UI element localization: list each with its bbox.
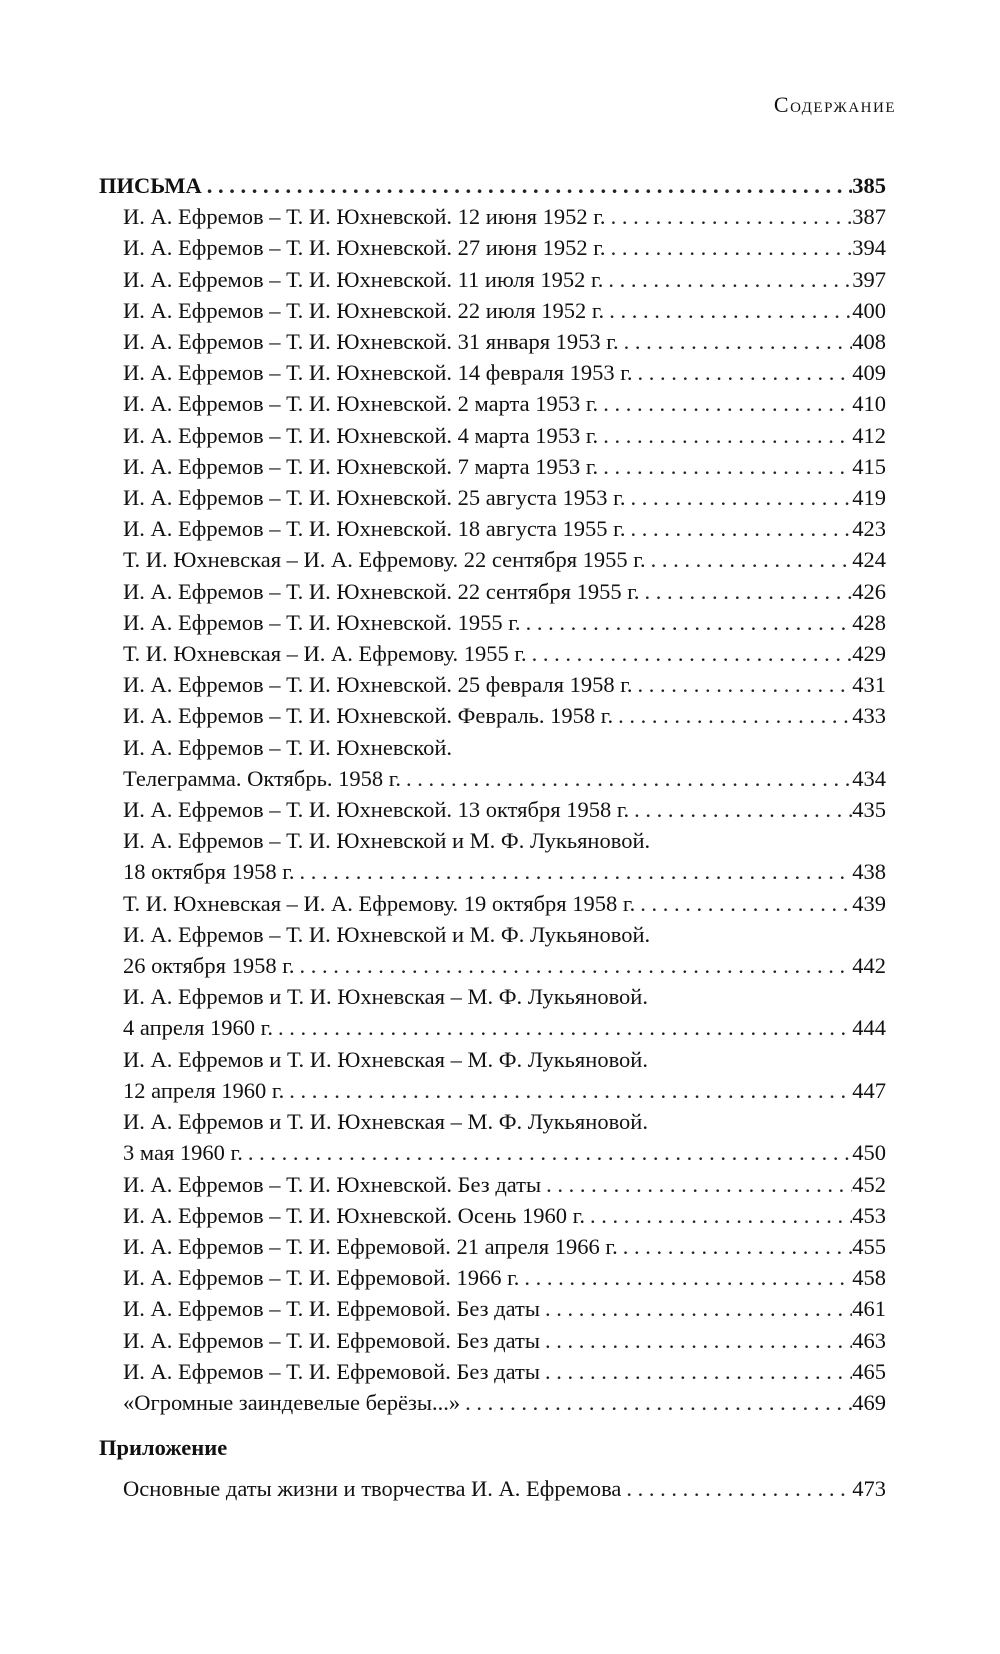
toc-entry[interactable] — [99, 451, 886, 482]
dot-leader — [646, 544, 853, 575]
dot-leader — [635, 888, 852, 919]
dot-leader — [603, 264, 852, 295]
dot-leader — [633, 357, 853, 388]
entry-title: И. А. Ефремов – Т. И. Юхневской. 13 октября 1958 г. — [123, 797, 630, 823]
page-number: 452 — [852, 1171, 886, 1197]
entry-title: И. А. Ефремов – Т. И. Юхневской. 11 июля 1952 г. — [123, 266, 604, 292]
toc-entry-line1: И. А. Ефремов – Т. И. Юхневской. — [123, 734, 452, 760]
page-number: 397 — [852, 266, 886, 292]
dot-leader — [541, 1169, 852, 1200]
entry-title: И. А. Ефремов – Т. И. Юхневской. 7 марта 1953 г. — [123, 453, 599, 479]
page-number: 410 — [852, 391, 886, 417]
dot-leader — [598, 388, 852, 419]
page-number: 465 — [852, 1358, 886, 1384]
toc-entry[interactable] — [99, 1262, 886, 1293]
dot-leader — [619, 326, 853, 357]
dot-leader — [295, 856, 853, 887]
page-number: 434 — [852, 765, 886, 791]
page-number: 424 — [852, 547, 886, 573]
dot-leader — [633, 669, 853, 700]
page-number: 415 — [852, 453, 886, 479]
section-title: ПИСЬМА — [99, 173, 202, 198]
page-number: 444 — [852, 1015, 886, 1041]
entry-title: И. А. Ефремов – Т. И. Ефремовой. 1966 г. — [123, 1265, 520, 1291]
entry-title: Т. И. Юхневская – И. А. Ефремову. 19 октября 1958 г. — [123, 890, 636, 916]
toc-entry-line1: И. А. Ефремов и Т. И. Юхневская – М. Ф. Лукьяновой. — [123, 984, 648, 1010]
toc-entry-line1: И. А. Ефремов и Т. И. Юхневская – М. Ф. Лукьяновой. — [123, 1046, 648, 1072]
page-number: 385 — [852, 173, 886, 198]
dot-leader — [585, 1200, 852, 1231]
dot-leader — [625, 482, 852, 513]
toc-entry[interactable] — [99, 576, 886, 607]
toc-entry[interactable] — [99, 669, 886, 700]
dot-leader — [640, 576, 853, 607]
dot-leader — [540, 1293, 852, 1324]
entry-title: И. А. Ефремов – Т. И. Юхневской. 22 сентября 1955 г. — [123, 578, 640, 604]
dot-leader — [521, 607, 853, 638]
toc-entry[interactable] — [99, 513, 886, 544]
page-number: 409 — [852, 360, 886, 386]
entry-title: И. А. Ефремов – Т. И. Юхневской. 31 января 1953 г. — [123, 329, 619, 355]
page-number: 426 — [852, 578, 886, 604]
dot-leader — [598, 451, 852, 482]
toc-entry[interactable] — [99, 1473, 886, 1504]
dot-leader — [401, 763, 852, 794]
toc-entry[interactable] — [99, 1012, 886, 1043]
toc-entry[interactable] — [99, 232, 886, 263]
page-number: 408 — [852, 329, 886, 355]
dot-leader — [295, 950, 853, 981]
page-number: 450 — [852, 1140, 886, 1166]
page-number: 387 — [852, 204, 886, 230]
toc-entry[interactable] — [99, 607, 886, 638]
letters-list — [99, 201, 886, 1418]
page-number: 439 — [852, 890, 886, 916]
page-number: 447 — [852, 1077, 886, 1103]
toc-entry[interactable] — [99, 420, 886, 451]
toc-entry[interactable] — [99, 763, 886, 794]
toc-entry[interactable] — [99, 856, 886, 887]
toc-entry[interactable] — [99, 794, 886, 825]
dot-leader — [527, 638, 853, 669]
toc-entry[interactable] — [99, 1356, 886, 1387]
entry-title: И. А. Ефремов – Т. И. Юхневской. Осень 1960 г. — [123, 1202, 585, 1228]
running-head: Содержание — [773, 92, 896, 117]
entry-title: И. А. Ефремов – Т. И. Юхневской. 4 марта 1953 г. — [123, 422, 599, 448]
toc-entry[interactable] — [99, 201, 886, 232]
toc-entry[interactable] — [99, 295, 886, 326]
toc-entry[interactable] — [99, 950, 886, 981]
entry-title: 12 апреля 1960 г. — [123, 1077, 285, 1103]
dot-leader — [604, 295, 852, 326]
toc-entry-line1: И. А. Ефремов – Т. И. Юхневской и М. Ф. Лукьяновой. — [123, 921, 651, 947]
toc-entry-line1: И. А. Ефремов и Т. И. Юхневская – М. Ф. Лукьяновой. — [123, 1109, 648, 1135]
toc-entry[interactable] — [99, 1169, 886, 1200]
page-number: 400 — [852, 297, 886, 323]
dot-leader — [540, 1356, 852, 1387]
dot-leader — [606, 201, 853, 232]
entry-title: «Огромные заиндевелые берёзы...» — [123, 1389, 461, 1415]
entry-title: И. А. Ефремов – Т. И. Юхневской. 22 июля 1952 г. — [123, 297, 605, 323]
entry-title: И. А. Ефремов – Т. И. Юхневской. 18 августа 1955 г. — [123, 516, 626, 542]
dot-leader — [243, 1137, 852, 1168]
dot-leader — [273, 1012, 852, 1043]
entry-title: 18 октября 1958 г. — [123, 859, 295, 885]
entry-title: И. А. Ефремов – Т. И. Ефремовой. Без даты — [123, 1358, 540, 1384]
entry-title: И. А. Ефремов – Т. И. Ефремовой. 21 апреля 1966 г. — [123, 1233, 618, 1259]
dot-leader — [460, 1387, 852, 1418]
dot-leader — [618, 1231, 853, 1262]
page-number: 429 — [852, 641, 886, 667]
page-number: 458 — [852, 1265, 886, 1291]
toc-entry[interactable] — [99, 1075, 886, 1106]
entry-title: И. А. Ефремов – Т. И. Юхневской. Без даты — [123, 1171, 542, 1197]
page-number: 461 — [852, 1296, 886, 1322]
entry-title: Телеграмма. Октябрь. 1958 г. — [123, 765, 402, 791]
entry-title: 4 апреля 1960 г. — [123, 1015, 273, 1041]
entry-title: Т. И. Юхневская – И. А. Ефремову. 1955 г. — [123, 641, 527, 667]
toc-entry-line1: И. А. Ефремов – Т. И. Юхневской и М. Ф. Лукьяновой. — [123, 828, 651, 854]
entry-title: И. А. Ефремов – Т. И. Юхневской. 14 февраля 1953 г. — [123, 360, 633, 386]
page-number: 442 — [852, 953, 886, 979]
dot-leader — [613, 700, 852, 731]
appendix-heading: Приложение — [99, 1435, 228, 1461]
page-number: 469 — [852, 1389, 886, 1415]
toc-entry[interactable] — [99, 638, 886, 669]
dot-leader — [629, 794, 852, 825]
page-number: 463 — [852, 1327, 886, 1353]
entry-title: И. А. Ефремов – Т. И. Юхневской. 25 февраля 1958 г. — [123, 672, 633, 698]
toc-entry[interactable] — [99, 700, 886, 731]
appendix-list — [99, 1473, 886, 1504]
toc-entry[interactable] — [99, 1137, 886, 1168]
dot-leader — [202, 170, 853, 201]
toc-entry[interactable] — [99, 1387, 886, 1418]
page-number: 438 — [852, 859, 886, 885]
entry-title: И. А. Ефремов – Т. И. Юхневской. 1955 г. — [123, 609, 521, 635]
toc-entry[interactable] — [99, 482, 886, 513]
entry-title: И. А. Ефремов – Т. И. Ефремовой. Без даты — [123, 1296, 540, 1322]
dot-leader — [519, 1262, 852, 1293]
page-number: 423 — [852, 516, 886, 542]
toc-entry[interactable] — [99, 264, 886, 295]
page-number: 419 — [852, 485, 886, 511]
dot-leader — [540, 1325, 852, 1356]
entry-title: И. А. Ефремов – Т. И. Юхневской. 27 июня 1952 г. — [123, 235, 606, 261]
toc-entry[interactable] — [99, 1200, 886, 1231]
entry-title: Т. И. Юхневская – И. А. Ефремову. 22 сентября 1955 г. — [123, 547, 646, 573]
entry-title: И. А. Ефремов – Т. И. Ефремовой. Без даты — [123, 1327, 540, 1353]
page-number: 431 — [852, 672, 886, 698]
entry-title: Основные даты жизни и творчества И. А. Ефремова — [123, 1476, 622, 1502]
entry-title: И. А. Ефремов – Т. И. Юхневской. Февраль. 1958 г. — [123, 703, 614, 729]
entry-title: 26 октября 1958 г. — [123, 953, 295, 979]
toc-entry[interactable] — [99, 326, 886, 357]
toc-entry[interactable] — [99, 1325, 886, 1356]
page-number: 473 — [852, 1476, 886, 1502]
page-number: 453 — [852, 1202, 886, 1228]
page-number: 455 — [852, 1233, 886, 1259]
entry-title: И. А. Ефремов – Т. И. Юхневской. 25 августа 1953 г. — [123, 485, 626, 511]
entry-title: И. А. Ефремов – Т. И. Юхневской. 12 июня 1952 г. — [123, 204, 606, 230]
dot-leader — [625, 513, 852, 544]
toc-entry[interactable] — [99, 1231, 886, 1262]
entry-title: И. А. Ефремов – Т. И. Юхневской. 2 марта 1953 г. — [123, 391, 599, 417]
dot-leader — [606, 232, 853, 263]
toc-entry[interactable] — [99, 388, 886, 419]
toc-section-letters[interactable] — [99, 170, 886, 201]
page-number: 412 — [852, 422, 886, 448]
page-number: 433 — [852, 703, 886, 729]
page-number: 428 — [852, 609, 886, 635]
dot-leader — [621, 1473, 852, 1504]
dot-leader — [598, 420, 852, 451]
table-of-contents — [99, 170, 886, 1505]
toc-entry[interactable] — [99, 544, 886, 575]
toc-entry[interactable] — [99, 888, 886, 919]
page-number: 394 — [852, 235, 886, 261]
toc-entry[interactable] — [99, 1293, 886, 1324]
page-number: 435 — [852, 797, 886, 823]
toc-entry[interactable] — [99, 357, 886, 388]
dot-leader — [284, 1075, 852, 1106]
entry-title: 3 мая 1960 г. — [123, 1140, 243, 1166]
